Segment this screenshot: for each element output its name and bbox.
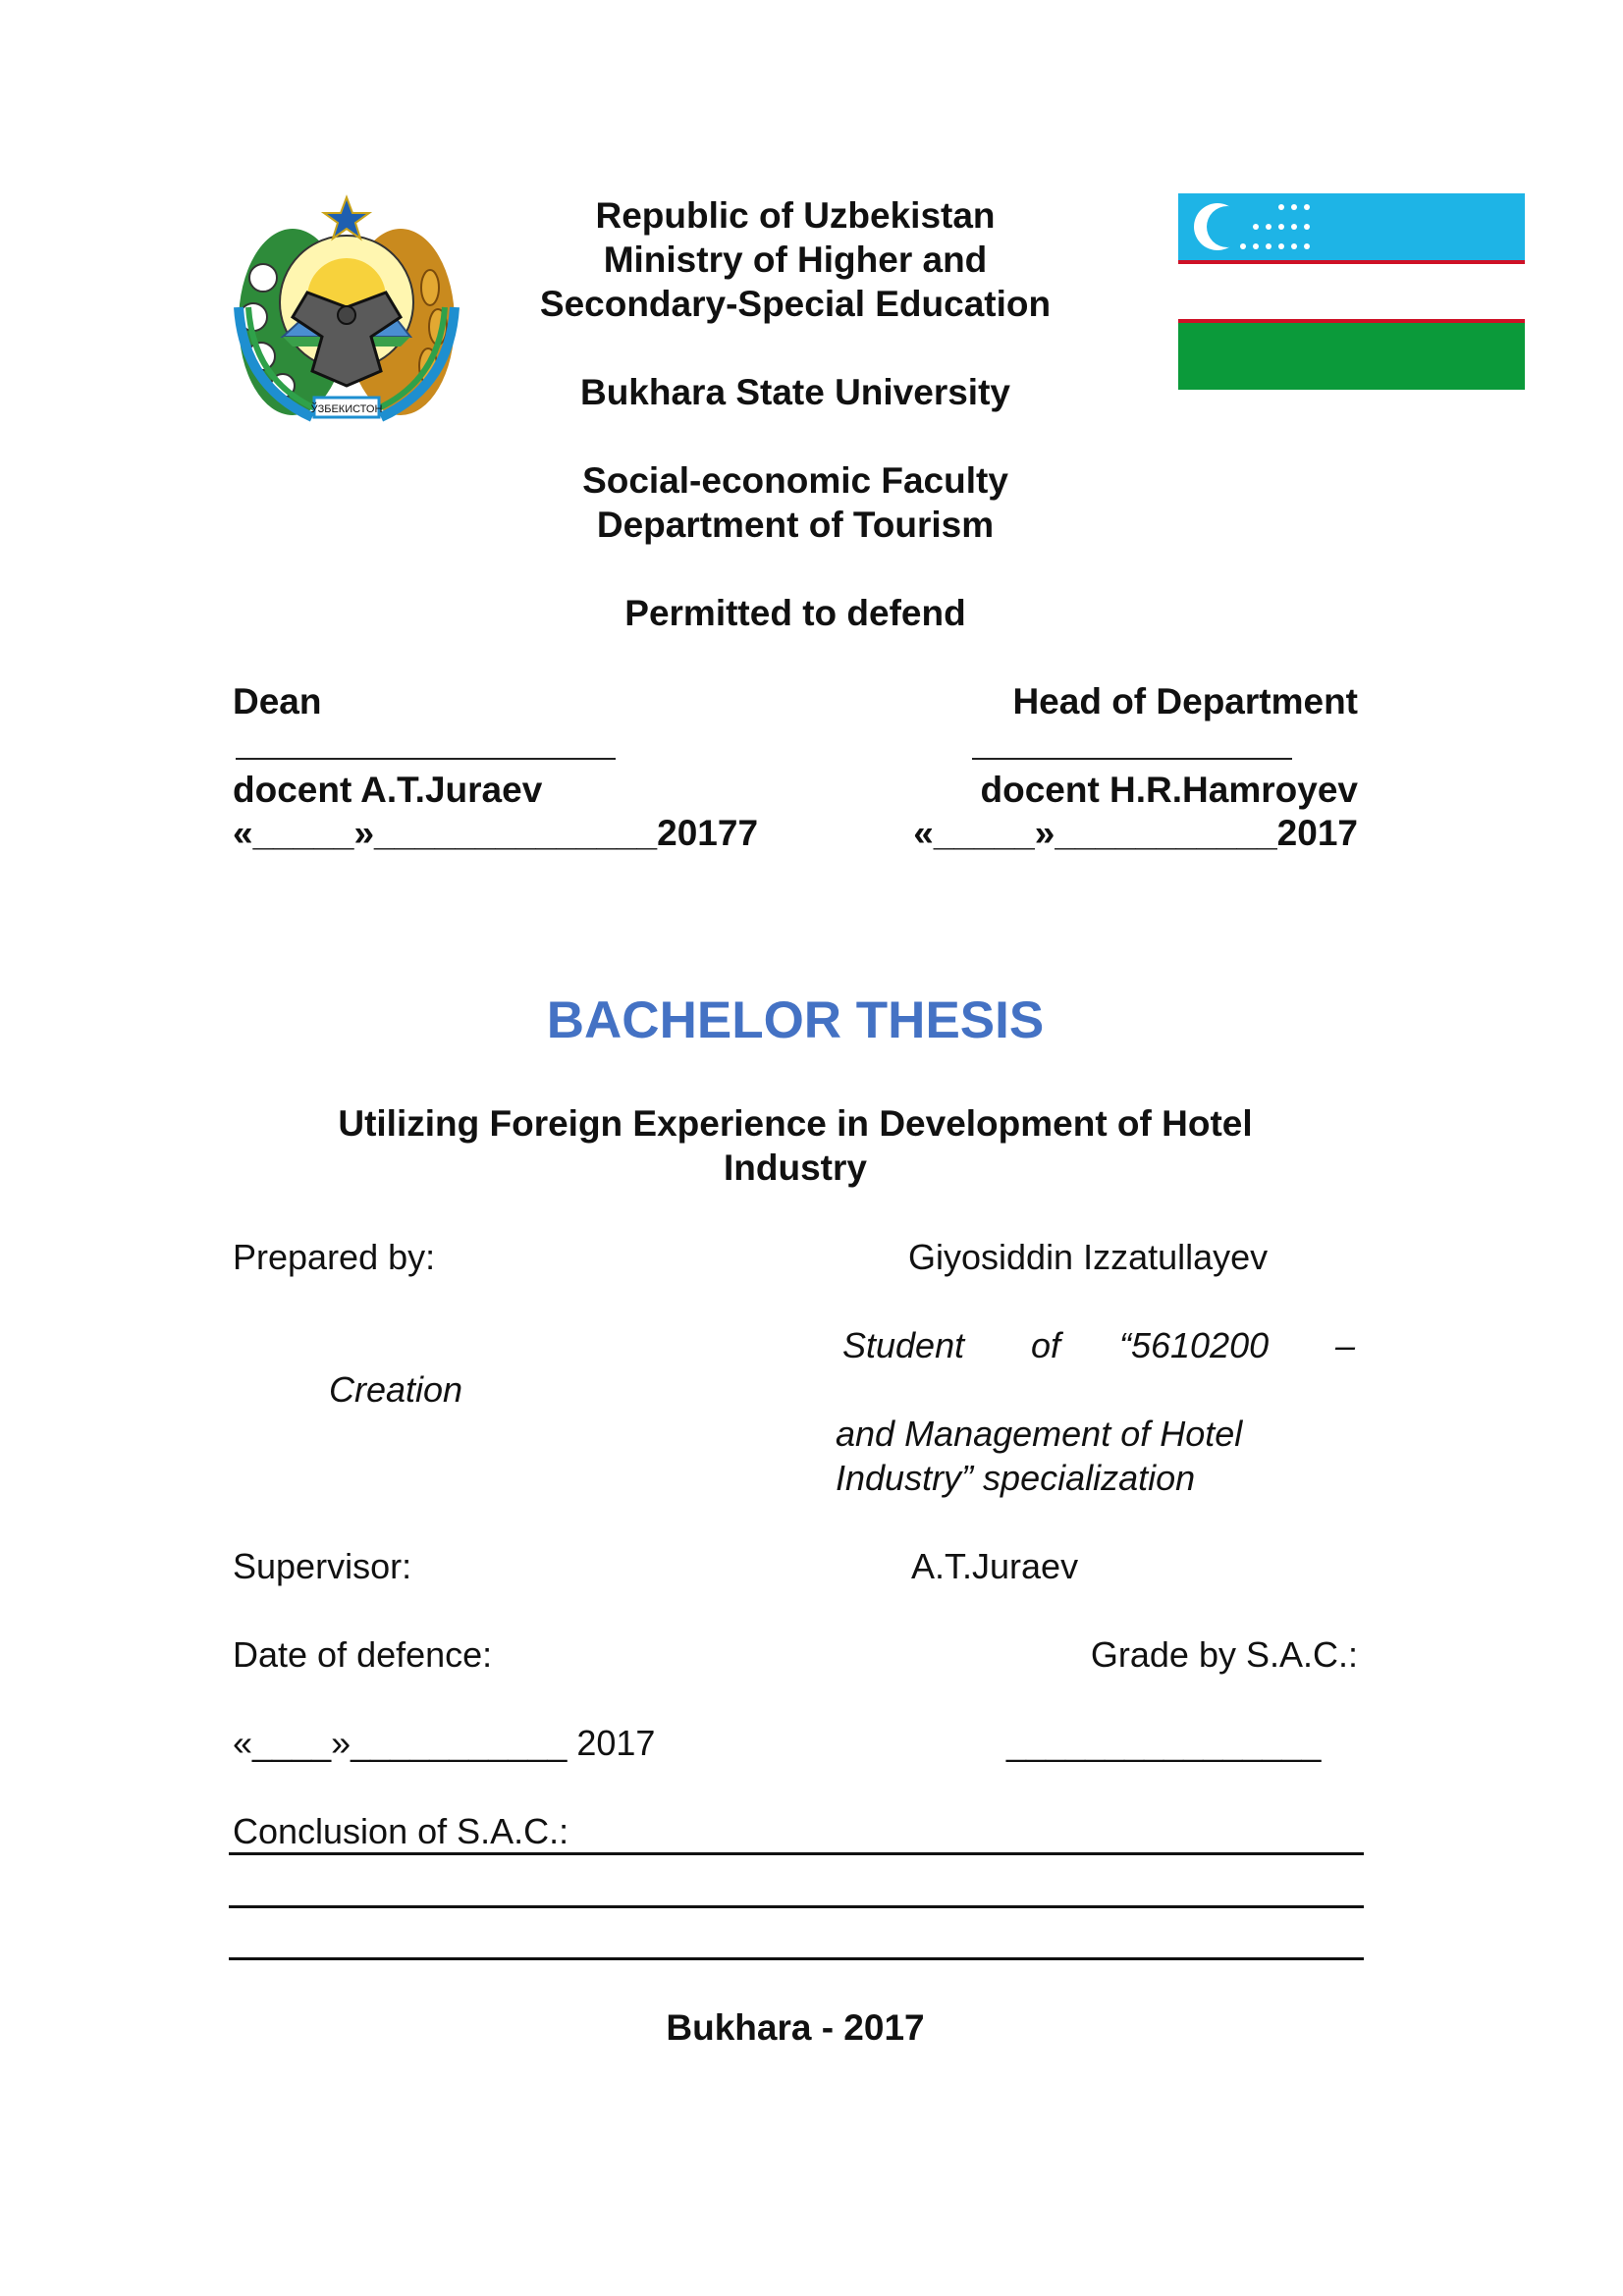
grade-line: ________________ [1006,1723,1322,1763]
thesis-type: BACHELOR THESIS [546,991,1045,1049]
of-word: of [1031,1325,1061,1365]
conclusion-label: Conclusion of S.A.C.: [233,1811,569,1851]
head-of-department-label: Head of Department [1012,681,1358,721]
specialization-line-2: Industry” specialization [836,1458,1196,1498]
department-name: Department of Tourism [596,505,995,545]
head-approval-date: «_____»___________2017 [913,813,1358,853]
dash-word: – [1335,1325,1356,1365]
state-emblem-icon [224,189,469,435]
conclusion-line-1 [229,1852,1364,1855]
dean-signature-line [236,758,616,760]
dean-label: Dean [233,681,322,721]
conclusion-line-2 [229,1905,1364,1908]
head-name: docent H.R.Hamroyev [980,770,1358,810]
specialization-code: “5610200 [1119,1325,1270,1365]
permitted-to-defend: Permitted to defend [624,593,966,633]
student-name: Giyosiddin Izzatullayev [908,1237,1269,1277]
uzbekistan-flag-icon [1178,193,1525,390]
place-and-year: Bukhara - 2017 [666,2007,925,2048]
grade-label: Grade by S.A.C.: [1090,1634,1358,1675]
supervisor-label: Supervisor: [233,1546,412,1586]
head-signature-line [972,758,1292,760]
dean-approval-date: «_____»______________20177 [233,813,759,853]
thesis-title-line-2: Industry [724,1148,867,1188]
header-line-1: Republic of Uzbekistan [595,195,996,236]
supervisor-name: A.T.Juraev [911,1546,1079,1586]
creation-word: Creation [329,1369,463,1410]
faculty-name: Social-economic Faculty [582,460,1008,501]
thesis-title-line-1: Utilizing Foreign Experience in Development of Hotel [338,1103,1253,1144]
student-word: Student [842,1325,965,1365]
defence-date: «____»___________ 2017 [233,1723,656,1763]
specialization-line-1: and Management of Hotel [836,1414,1243,1454]
university-name: Bukhara State University [579,372,1010,412]
emblem-ribbon-text: ЎЗБЕКИСТОН [310,403,383,415]
date-of-defence-label: Date of defence: [233,1634,493,1675]
header-line-3: Secondary-Special Education [539,284,1052,324]
conclusion-line-3 [229,1957,1364,1960]
header-line-2: Ministry of Higher and [603,240,988,280]
dean-name: docent A.T.Juraev [233,770,543,810]
prepared-by-label: Prepared by: [233,1237,436,1277]
